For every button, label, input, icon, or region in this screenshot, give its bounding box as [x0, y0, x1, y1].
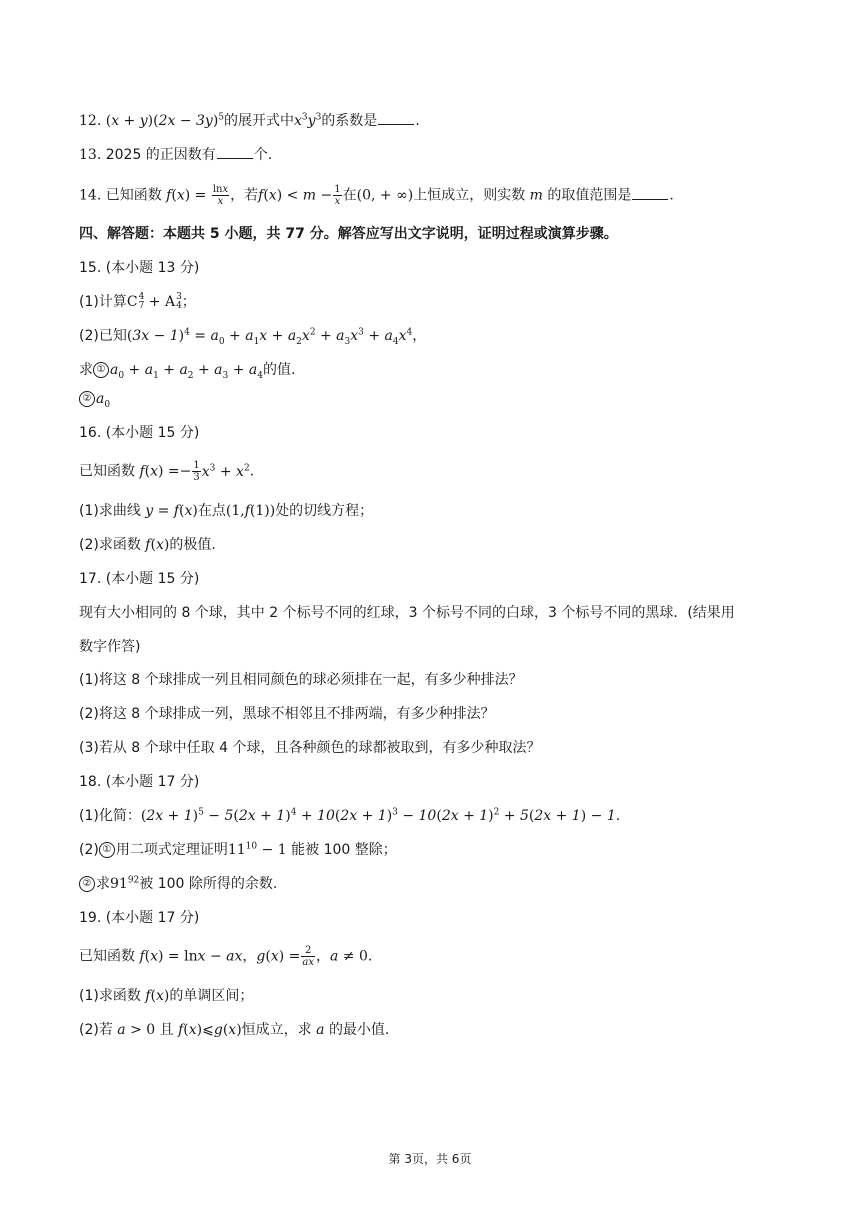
- question-18-part-2: (2) ① 用二项式定理证明$11^{10} - 1$ 能被 100 整除；: [79, 841, 397, 858]
- answer-blank[interactable]: [632, 189, 668, 200]
- question-18-header: 18. (本小题 17 分): [79, 774, 200, 790]
- math-expression: $(x + y)(2x - 3y)^5$: [105, 112, 225, 129]
- question-17-header: 17. (本小题 15 分): [79, 571, 200, 587]
- question-18-part-2b: ② 求$91^{92}$被 100 除所得的余数.: [79, 874, 277, 894]
- question-16-part-2: (2)求函数 f(x)的极值.: [79, 537, 216, 553]
- question-16-header: 16. (本小题 15 分): [79, 425, 200, 441]
- question-19-part-2: (2)若 a > 0 且 f(x)⩽g(x)恒成立，求 a 的最小值.: [79, 1022, 390, 1038]
- section-heading: 四、解答题：本题共 5 小题，共 77 分。解答应写出文字说明，证明过程或演算步骤。: [79, 226, 618, 242]
- page-footer: 第 3页，共 6页: [388, 1152, 472, 1166]
- question-16-part-1: (1)求曲线 y = f(x)在点(1,f(1))处的切线方程；: [79, 503, 374, 519]
- answer-blank[interactable]: [217, 148, 253, 159]
- question-17-part-3: (3)若从 8 个球中任取 4 个球，且各种颜色的球都被取到，有多少种取法？: [79, 740, 541, 756]
- question-15-ask-1: 求 ① $a_0 + a_1 + a_2 + a_3 + a_4$的值.: [79, 362, 296, 381]
- question-12: 12. $(x + y)(2x - 3y)^5$的展开式中$x^3y^3$的系数是 .: [79, 112, 420, 129]
- question-17-part-1: (1)将这 8 个球排成一列且相同颜色的球必须排在一起，有多少种排法？: [79, 672, 523, 688]
- question-14: 14. 已知函数 f(x) = $\frac{\ln x}{x}$ ，若f(x) < m − $\frac{1}{x}$ 在(0, + ∞)上恒成立，则实数 m 的取值范围是 .: [79, 184, 674, 207]
- question-19-header: 19. (本小题 17 分): [79, 910, 200, 926]
- question-15-part-1: (1)计算C 4 7 + A 3 4 ；: [79, 292, 196, 311]
- question-19-given: 已知函数 f(x) = lnx − ax，g(x) = $\frac{2}{ax}$ ，a ≠ 0.: [79, 945, 373, 968]
- answer-blank[interactable]: [378, 114, 414, 125]
- question-16-given: 已知函数 f(x) =− $\frac{1}{3}$ $x^3 + x^2$.: [79, 460, 255, 483]
- question-18-part-1: (1)化简：$(2x + 1)^5 - 5(2x + 1)^4 + 10(2x + 1)^3 - 10(2x + 1)^2 + 5(2x + 1) - 1$.: [79, 807, 621, 824]
- circled-number: ②: [79, 391, 95, 407]
- fraction: $\frac{\ln x}{x}$: [212, 184, 229, 207]
- circled-number: ①: [99, 842, 115, 858]
- question-17-stem-cont: 数字作答): [79, 639, 141, 655]
- question-15-part-2: (2)已知$(3x - 1)^4 = a_0 + a_1x + a_2x^2 + a_3x^3 + a_4x^4$，: [79, 327, 427, 347]
- circled-number: ①: [93, 362, 109, 378]
- question-19-part-1: (1)求函数 f(x)的单调区间；: [79, 988, 254, 1004]
- question-13: 13. 2025 的正因数有 个.: [79, 147, 273, 163]
- question-number: 14.: [79, 187, 102, 204]
- question-17-part-2: (2)将这 8 个球排成一列，黑球不相邻且不排两端，有多少种排法？: [79, 706, 495, 722]
- question-number: 12.: [79, 113, 102, 129]
- question-15-ask-2: ② $a_0$: [79, 389, 110, 409]
- question-number: 13.: [79, 147, 102, 163]
- circled-number: ②: [79, 876, 95, 892]
- question-17-stem: 现有大小相同的 8 个球，其中 2 个标号不同的红球，3 个标号不同的白球，3 个标号不同的黑球．(结果用: [79, 605, 735, 621]
- question-15-header: 15. (本小题 13 分): [79, 260, 200, 276]
